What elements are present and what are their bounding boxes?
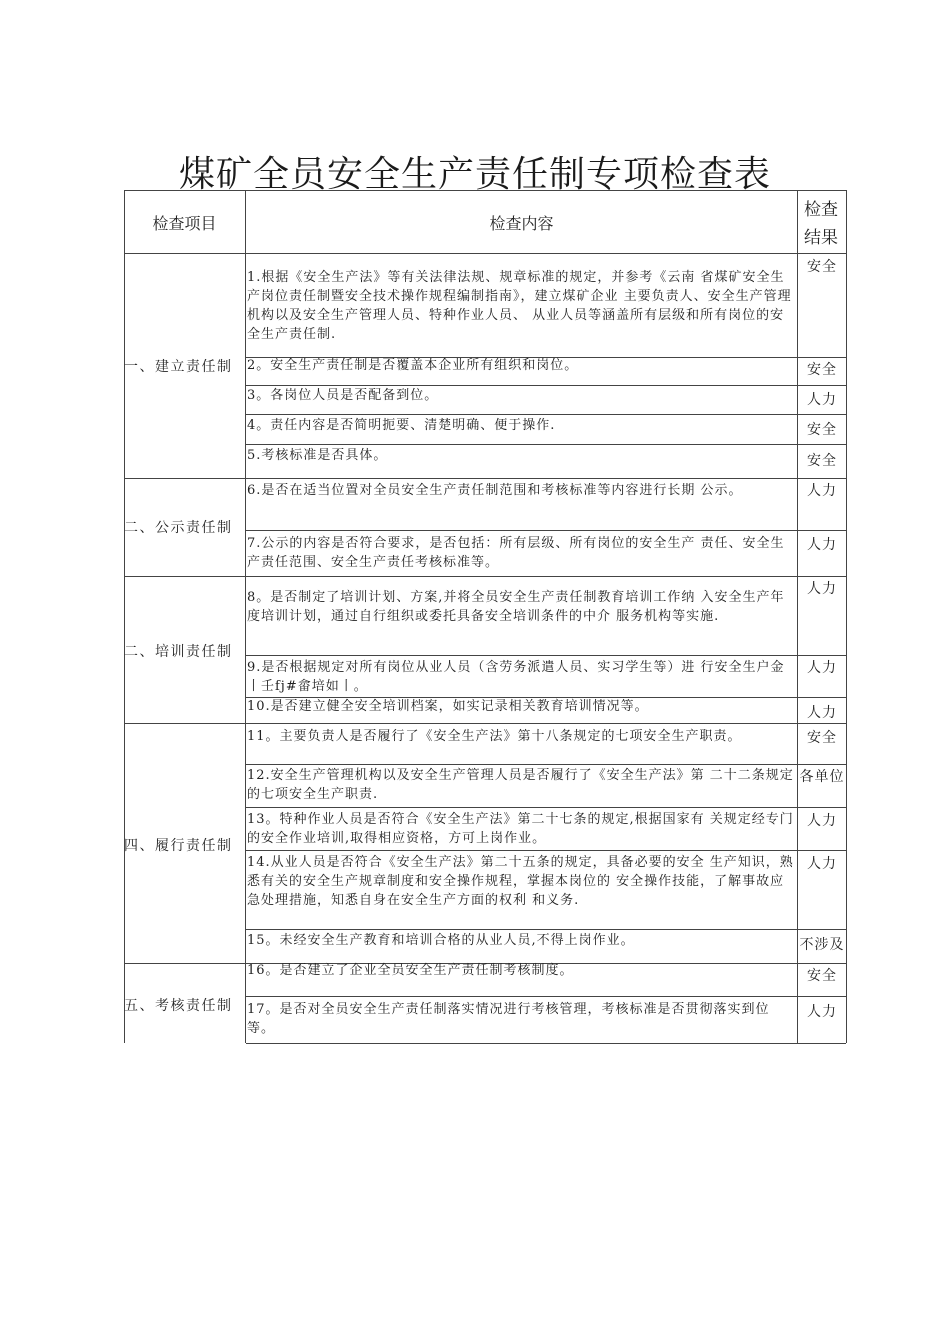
check-result: 人力 (807, 856, 837, 872)
check-result: 人力 (807, 537, 837, 553)
check-result: 人力 (807, 705, 837, 721)
check-content: 4。责任内容是否简明扼要、清楚明确、便于操作. (247, 418, 556, 433)
check-content: 12.安全生产管理机构以及安全生产管理人员是否履行了《安全生产法》第 二十二条规定的七项安全生产职责. (247, 768, 794, 802)
category-label: 二、培训责任制 (124, 644, 233, 660)
table-rule (124, 478, 846, 479)
page-title: 煤矿全员安全生产责任制专项检查表 (178, 154, 771, 195)
check-content: 1.根据《安全生产法》等有关法律法规、规章标准的规定，并参考《云南 省煤矿安全生产岗位责任制暨安全技术操作规程编制指南》，建立煤矿企业 主要负责人、安全生产管理机构以及安全生产管理人员、特种作业人员、 从业人员等涵盖所有层级和所有岗位的安全生产责任制. (247, 270, 792, 342)
check-content: 13。特种作业人员是否符合《安全生产法》第二十七条的规定,根据国家有 关规定经专门的安全作业培训,取得相应资格，方可上岗作业。 (247, 812, 794, 846)
check-result: 人力 (807, 660, 837, 676)
table-rule (124, 723, 846, 724)
table-rule (846, 190, 847, 1043)
check-result: 人力 (807, 392, 837, 408)
check-result: 安全 (807, 422, 837, 438)
table-rule (246, 1043, 846, 1044)
table-rule (124, 253, 846, 254)
check-content: 3。各岗位人员是否配备到位。 (247, 388, 439, 403)
header-check-content: 检查内容 (489, 214, 554, 233)
check-result: 人力 (807, 1004, 837, 1020)
table-rule (246, 414, 846, 415)
check-result: 安全 (807, 259, 837, 275)
check-content: 14.从业人员是否符合《安全生产法》第二十五条的规定，具备必要的安全 生产知识，熟悉有关的安全生产规章制度和安全操作规程，掌握本岗位的 安全操作技能，了解事故应急处理措施，知悉自身在安全生产方面的权利 和义务. (247, 855, 794, 908)
table-rule (246, 807, 846, 808)
table-rule (246, 929, 846, 930)
table-rule (124, 190, 125, 1043)
check-content: 6.是否在适当位置对全员安全生产责任制范围和考核标准等内容进行长期 公示。 (247, 483, 743, 498)
check-content: 8。是否制定了培训计划、方案,并将全员安全生产责任制教育培训工作纳 入安全生产年度培训计划，通过自行组织或委托具备安全培训条件的中介 服务机构等实施. (247, 590, 785, 624)
table-rule (246, 530, 846, 531)
table-rule (246, 996, 846, 997)
category-label: 四、履行责任制 (124, 838, 233, 854)
check-content: 7.公示的内容是否符合要求，是否包括：所有层级、所有岗位的安全生产 责任、安全生产责任范围、安全生产责任考核标准等。 (247, 536, 785, 570)
table-rule (797, 190, 798, 1043)
check-content: 15。未经安全生产教育和培训合格的从业人员,不得上岗作业。 (247, 933, 635, 948)
category-label: 一、建立责任制 (124, 359, 233, 375)
category-label: 五、考核责任制 (124, 998, 233, 1014)
check-result: 安全 (807, 453, 837, 469)
check-result: 人力 (807, 483, 837, 499)
check-content: 9.是否根据规定对所有岗位从业人员（含劳务派遣人员、实习学生等）进 行安全生户金丨壬fj#畲培如丨。 (247, 660, 785, 694)
check-content: 5.考核标准是否具体。 (247, 448, 388, 463)
check-result: 人力 (807, 813, 837, 829)
header-check-item: 检查项目 (152, 214, 217, 233)
category-label: 二、公示责任制 (124, 520, 233, 536)
check-result: 人力 (807, 581, 837, 597)
table-rule (124, 576, 846, 577)
check-content: 17。是否对全员安全生产责任制落实情况进行考核管理，考核标准是否贯彻落实到位等。 (247, 1002, 770, 1036)
check-content: 11。主要负责人是否履行了《安全生产法》第十八条规定的七项安全生产职责。 (247, 729, 742, 744)
table-rule (246, 764, 846, 765)
check-result: 安全 (807, 730, 837, 746)
check-content: 10.是否建立健全安全培训档案，如实记录相关教育培训情况等。 (247, 699, 649, 714)
check-content: 16。是否建立了企业全员安全生产责任制考核制度。 (247, 963, 574, 978)
table-rule (245, 190, 246, 1043)
table-rule (124, 190, 846, 191)
check-result: 各单位 (799, 769, 845, 785)
header-check-result: 检查结果 (804, 200, 838, 248)
table-rule (246, 444, 846, 445)
check-content: 2。安全生产责任制是否覆盖本企业所有组织和岗位。 (247, 358, 579, 373)
table-rule (246, 850, 846, 851)
check-result: 安全 (807, 968, 837, 984)
check-result: 不涉及 (799, 937, 845, 953)
check-result: 安全 (807, 362, 837, 378)
table-rule (246, 655, 846, 656)
